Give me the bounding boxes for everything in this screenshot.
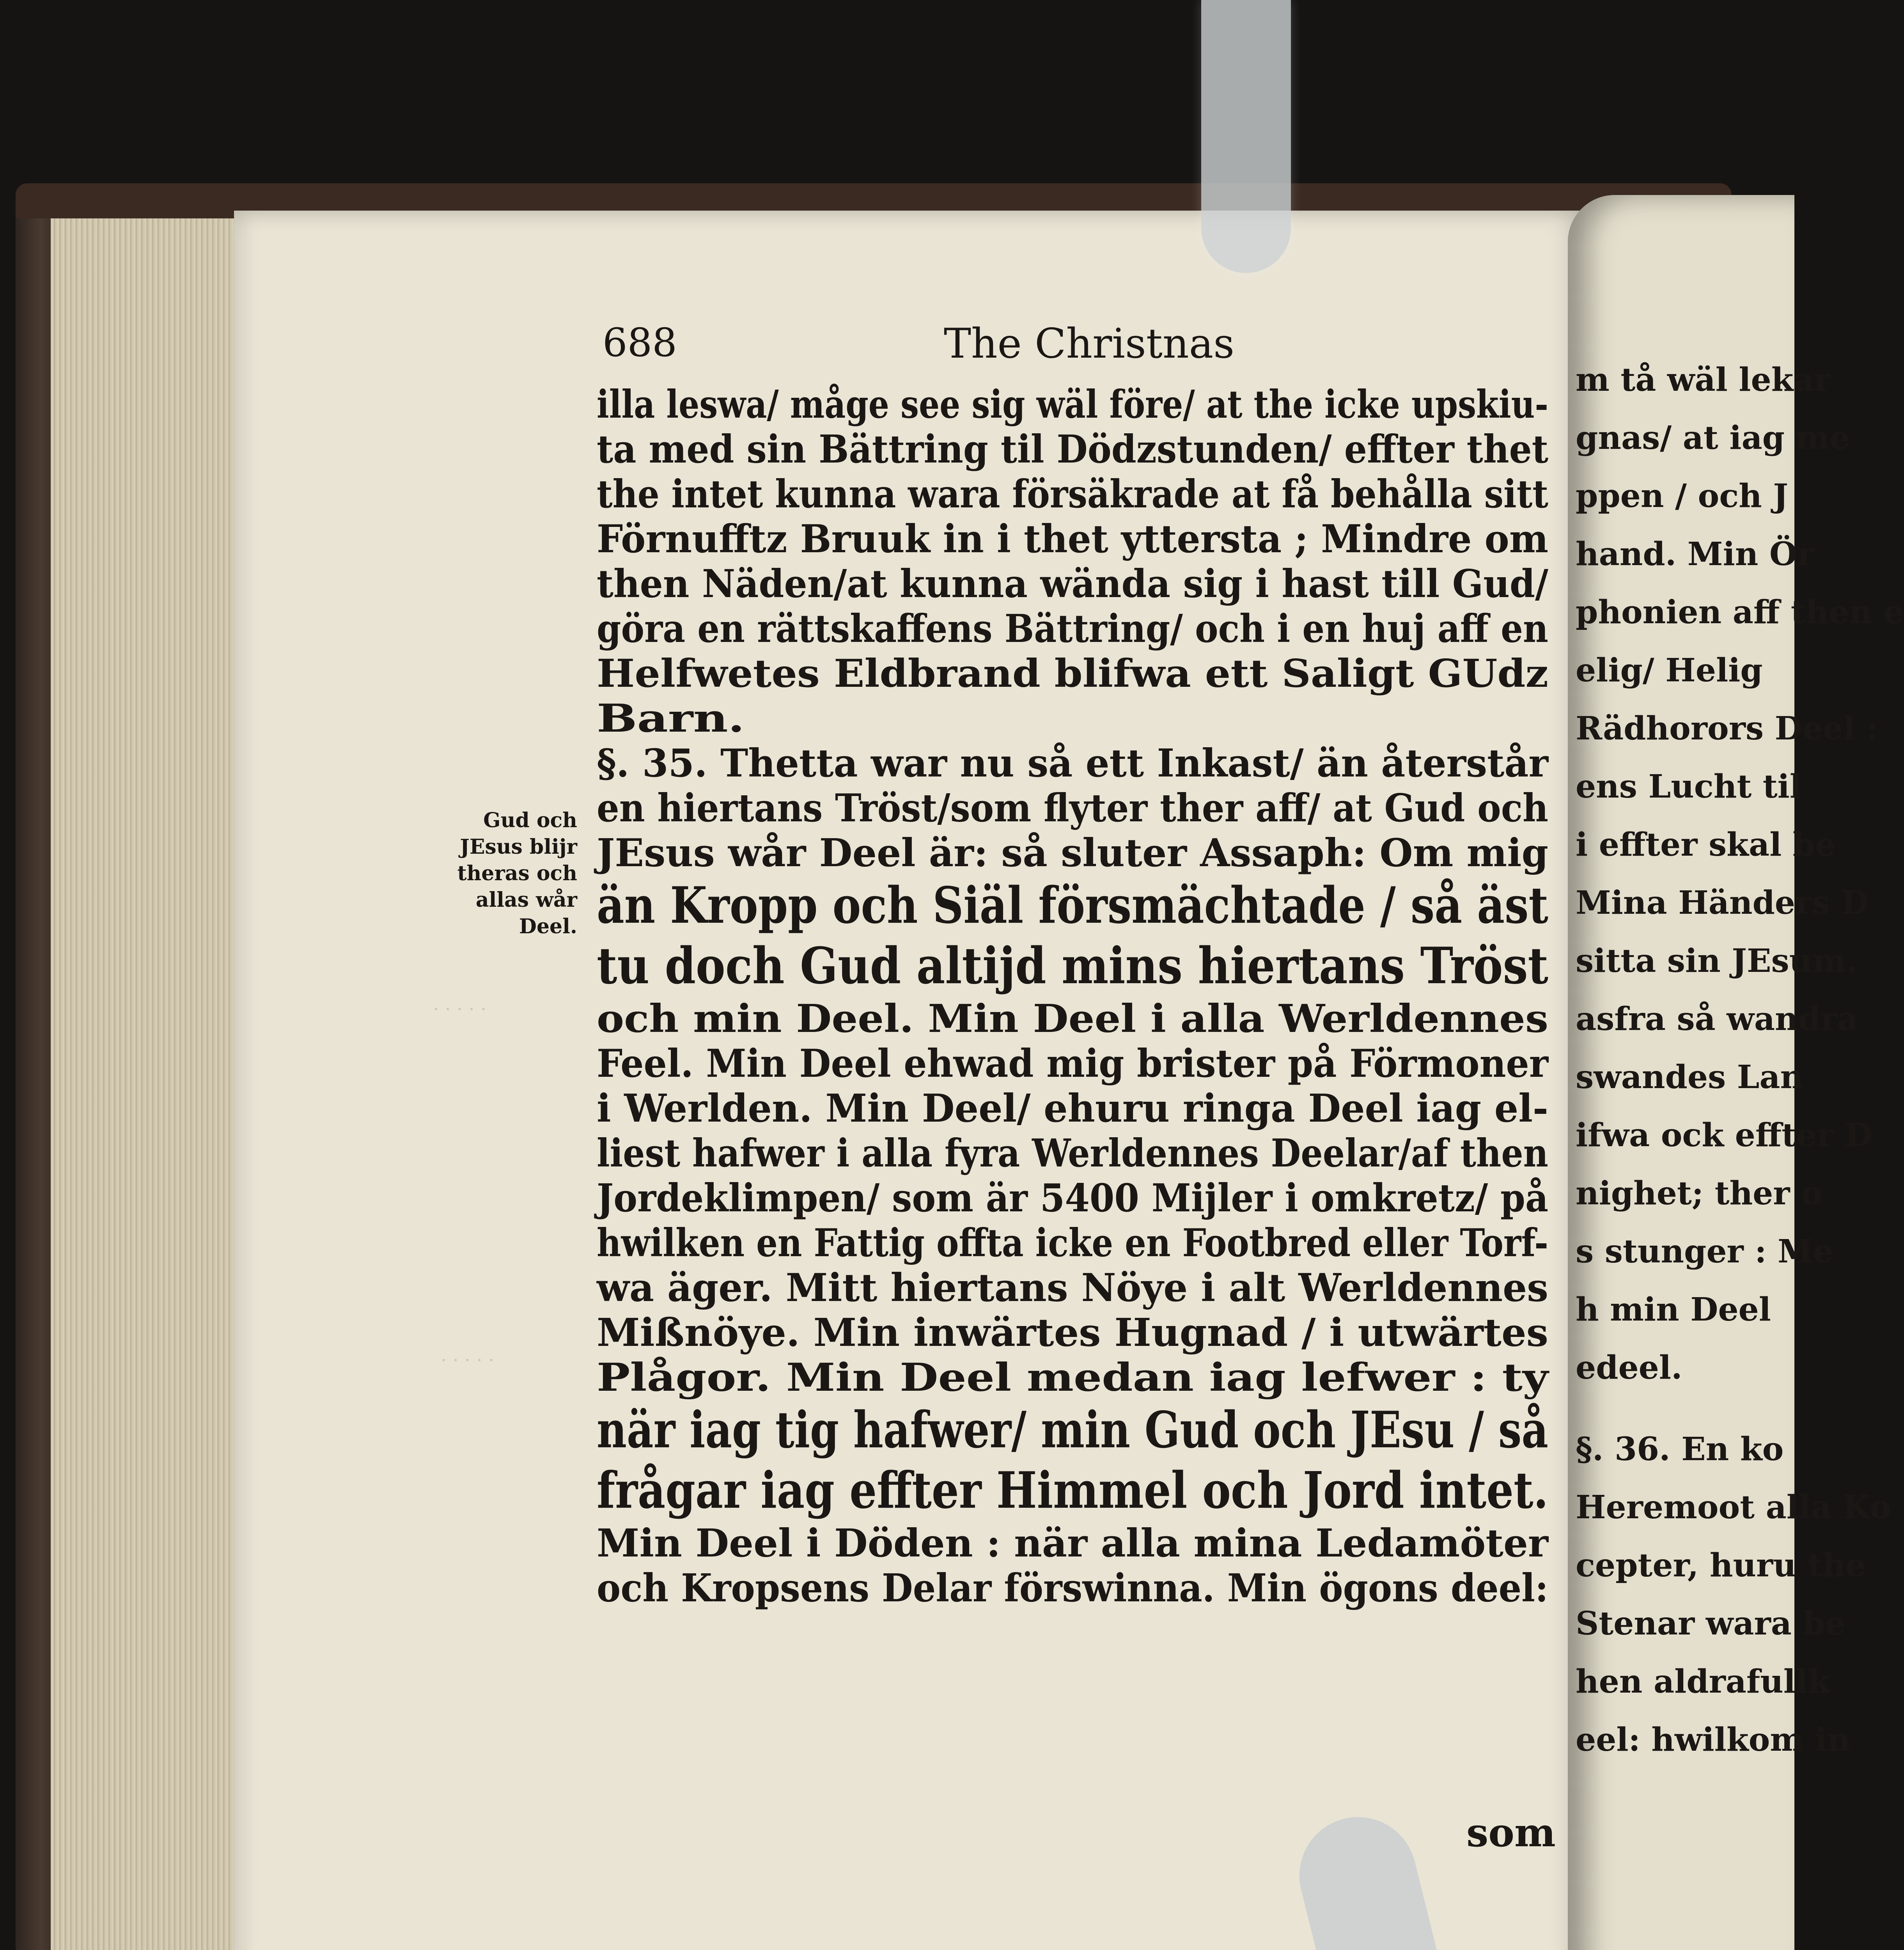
text-line: och min Deel. Min Deel i alla Werldennes <box>597 996 1548 1041</box>
right-page-line: i effter skal be <box>1576 826 1836 863</box>
page-edges <box>51 218 246 1950</box>
right-page-line: hand. Min Ör <box>1576 535 1814 573</box>
text-line: i Werlden. Min Deel/ ehuru ringa Deel iag el- <box>597 1086 1548 1131</box>
text-line: när iag tig hafwer/ min Gud och JEsu / så <box>597 1401 1548 1459</box>
text-line: ta med sin Bättring til Dödzstunden/ effter thet <box>597 427 1548 472</box>
margin-note-line: allas wår <box>475 888 577 912</box>
right-page-line: asfra så wandra <box>1576 1000 1858 1038</box>
right-page-line: m tå wäl lekar <box>1576 361 1831 399</box>
right-page-line: s stunger : Me <box>1576 1233 1834 1270</box>
margin-note-line: theras och <box>457 862 577 885</box>
text-line: Helfwetes Eldbrand blifwa ett Saligt GUdz <box>597 651 1548 696</box>
body-text <box>597 382 1548 1611</box>
text-line: Plågor. Min Deel medan iag lefwer : ty <box>597 1355 1548 1400</box>
text-line: liest hafwer i alla fyra Werldennes Deelar/af then <box>597 1131 1548 1176</box>
right-page-line: nighet; ther o <box>1576 1175 1822 1212</box>
right-page-line: hen aldrafullk <box>1576 1663 1830 1700</box>
page-number: 688 <box>603 320 677 365</box>
catchword: som <box>1466 1810 1556 1856</box>
text-line: the intet kunna wara försäkrade at få behålla sitt <box>597 472 1548 517</box>
right-page-line: edeel. <box>1576 1349 1682 1386</box>
right-page-line: elig/ Helig <box>1576 652 1763 689</box>
right-page-line: eel: hwilkom in <box>1576 1721 1851 1759</box>
text-line: en hiertans Tröst/som flyter ther aff/ at Gud och <box>597 786 1548 831</box>
right-page-line: Heremoot alla Ko <box>1576 1489 1891 1526</box>
text-line: Mißnöye. Min inwärtes Hugnad / i utwärtes <box>597 1310 1548 1355</box>
margin-note-line: JEsus blijr <box>460 835 577 859</box>
right-page-line: Stenar wara be <box>1576 1605 1845 1642</box>
margin-note-line: Gud och <box>483 808 577 832</box>
right-page-line: Rädhorors Deel : <box>1576 710 1879 747</box>
right-page-line: §. 36. En ko <box>1576 1431 1784 1468</box>
text-line: Förnufftz Bruuk in i thet yttersta ; Mindre om <box>597 517 1548 562</box>
text-line: frågar iag effter Himmel och Jord intet. <box>597 1461 1548 1520</box>
text-line: then Näden/at kunna wända sig i hast till Gud/ <box>597 562 1548 606</box>
text-line: tu doch Gud altijd mins hiertans Tröst <box>597 937 1548 995</box>
right-page-line: ens Lucht til <box>1576 768 1802 805</box>
text-line: hwilken en Fattig offta icke en Footbred eller Torf- <box>597 1221 1548 1266</box>
text-line: Feel. Min Deel ehwad mig brister på Förmoner <box>597 1041 1548 1086</box>
running-title: The Christnas <box>944 320 1235 367</box>
text-line: göra en rättskaffens Bättring/ och i en huj aff en <box>597 606 1548 651</box>
page-clip-top <box>1201 0 1291 273</box>
margin-note <box>429 807 577 940</box>
text-line: Min Deel i Döden : när alla mina Ledamöter <box>597 1521 1548 1566</box>
right-page-line: sitta sin JEsum. <box>1576 942 1858 980</box>
show-through-text: · · · · · <box>441 1349 495 1371</box>
text-line: och Kropsens Delar förswinna. Min ögons deel: <box>597 1566 1548 1611</box>
text-line: än Kropp och Siäl försmächtade / så äst <box>597 876 1548 935</box>
text-line: Jordeklimpen/ som är 5400 Mijler i omkretz/ på <box>597 1176 1548 1221</box>
right-page-line: cepter, huru the <box>1576 1547 1866 1584</box>
right-page-line: ifwa ock effter D <box>1576 1117 1873 1154</box>
right-page-line: phonien aff then e <box>1576 594 1904 631</box>
text-line: §. 35. Thetta war nu så ett Inkast/ än återstår <box>597 741 1548 786</box>
text-line: wa äger. Mitt hiertans Nöye i alt Werldennes <box>597 1266 1548 1310</box>
text-line: JEsus wår Deel är: så sluter Assaph: Om mig <box>597 831 1548 876</box>
right-page-text <box>1576 351 1904 1769</box>
right-page-line: Mina Händers D <box>1576 884 1869 922</box>
right-page-line: ppen / och J <box>1576 477 1789 515</box>
right-page-line: swandes Lan <box>1576 1058 1804 1096</box>
right-page-line: gnas/ at iag me <box>1576 419 1850 457</box>
margin-note-line: Deel. <box>519 915 577 938</box>
text-line: illa leswa/ måge see sig wäl före/ at the icke upskiu- <box>597 382 1548 427</box>
text-line: Barn. <box>597 696 745 741</box>
right-page-line: h min Deel <box>1576 1291 1771 1328</box>
show-through-text: · · · · · <box>433 998 487 1020</box>
